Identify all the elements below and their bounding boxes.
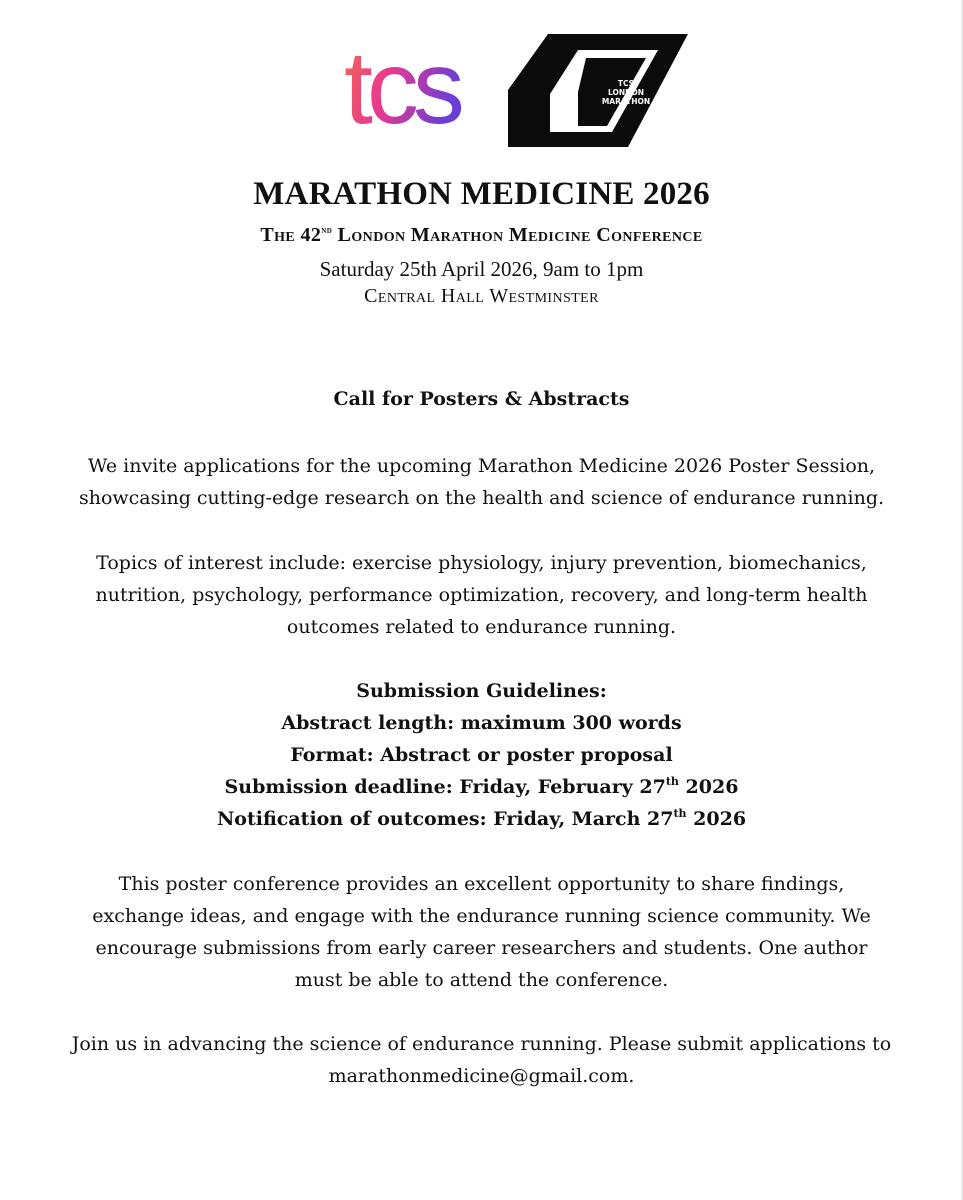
subtitle-prefix: The 42 [260, 224, 322, 246]
event-date: Saturday 25th April 2026, 9am to 1pm [319, 257, 644, 281]
page-title: MARATHON MEDICINE 2026 [253, 176, 710, 212]
deadline-suffix: 2026 [678, 776, 739, 798]
deadline-ordinal: th [665, 775, 679, 788]
topics-line: nutrition, psychology, performance optimization, recovery, and long-term health [95, 584, 868, 606]
contact-email[interactable]: marathonmedicine@gmail.com. [328, 1065, 635, 1087]
abstract-length: Abstract length: maximum 300 words [281, 712, 682, 734]
intro-line: We invite applications for the upcoming Marathon Medicine 2026 Poster Session, [87, 455, 876, 477]
notification-suffix: 2026 [686, 808, 747, 830]
notification-prefix: Notification of outcomes: Friday, March 27 [216, 808, 674, 830]
subtitle-ordinal: nd [321, 225, 333, 236]
badge-line-1: TCS [617, 79, 635, 88]
event-venue: Central Hall Westminster [364, 285, 599, 307]
join-paragraph [0, 1028, 963, 1092]
opportunity-line: This poster conference provides an excellent opportunity to share findings, [118, 873, 845, 895]
opportunity-line: must be able to attend the conference. [294, 969, 669, 991]
conference-subtitle [0, 224, 963, 247]
submission-guidelines [0, 675, 963, 835]
submission-format: Format: Abstract or poster proposal [290, 744, 673, 766]
join-line: Join us in advancing the science of endurance running. Please submit applications to [71, 1033, 892, 1055]
subtitle-suffix: London Marathon Medicine Conference [332, 224, 703, 246]
tcs-logo [344, 30, 462, 146]
topics-line: outcomes related to endurance running. [286, 616, 677, 638]
call-heading: Call for Posters & Abstracts [333, 388, 630, 410]
logo-bar [340, 28, 700, 153]
opportunity-line: exchange ideas, and engage with the endurance running science community. We [92, 905, 871, 927]
opportunity-line: encourage submissions from early career researchers and students. One author [95, 937, 868, 959]
guidelines-heading: Submission Guidelines: [356, 680, 607, 702]
badge-line-2: LONDON [607, 88, 645, 97]
intro-line: showcasing cutting-edge research on the health and science of endurance running. [78, 487, 885, 509]
logos-graphic [340, 28, 700, 153]
badge-line-3: MARATHON [601, 97, 651, 106]
topics-paragraph [0, 547, 963, 643]
london-marathon-logo [508, 34, 688, 147]
deadline-prefix: Submission deadline: Friday, February 27 [224, 776, 666, 798]
opportunity-paragraph [0, 868, 963, 996]
tcs-wordmark: tcs [344, 30, 459, 146]
submission-deadline [0, 771, 963, 803]
topics-line: Topics of interest include: exercise physiology, injury prevention, biomechanics, [96, 552, 867, 574]
notification-ordinal: th [673, 807, 687, 820]
notification-date [0, 803, 963, 835]
intro-paragraph [0, 450, 963, 514]
